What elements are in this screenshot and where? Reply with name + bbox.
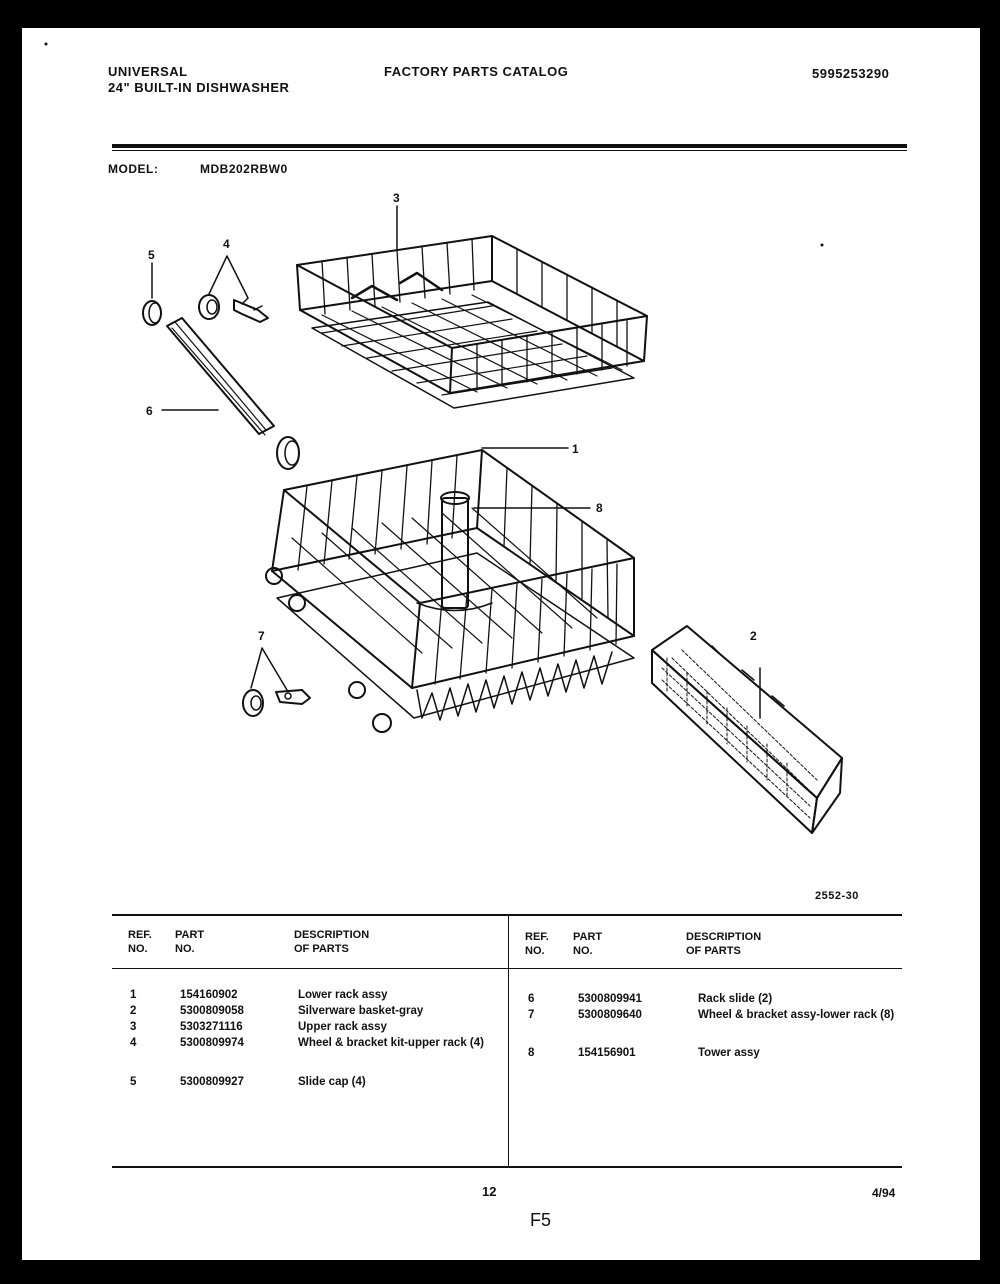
ref-no: 3	[130, 1021, 137, 1033]
catalog-page	[22, 28, 980, 1260]
header-desc-right: DESCRIPTION OF PARTS	[686, 931, 762, 957]
table-header-rule	[112, 968, 902, 969]
callout-1: 1	[572, 442, 579, 456]
footer-date: 4/94	[872, 1186, 896, 1200]
product-name: 24" BUILT-IN DISHWASHER	[108, 80, 290, 95]
header-part-left: PART NO.	[175, 929, 205, 955]
part-no: 5300809927	[180, 1076, 244, 1088]
page-number: 12	[482, 1184, 497, 1199]
part-description: Wheel & bracket kit-upper rack (4)	[298, 1037, 484, 1049]
brand-name: UNIVERSAL	[108, 64, 188, 79]
part-description: Tower assy	[698, 1047, 760, 1059]
table-row	[130, 1020, 488, 1035]
footer-code: F5	[530, 1210, 552, 1230]
header-part-right: PART NO.	[573, 931, 603, 957]
part-description: Upper rack assy	[298, 1021, 387, 1033]
table-row	[528, 992, 898, 1007]
table-top-rule	[112, 914, 902, 916]
ref-no: 5	[130, 1076, 137, 1088]
table-row	[528, 1008, 898, 1023]
callout-4: 4	[223, 237, 230, 251]
table-divider	[508, 915, 509, 1167]
header-ref-right: REF. NO.	[525, 931, 549, 957]
model-label: MODEL:	[108, 162, 159, 176]
table-row	[130, 988, 488, 1003]
callout-7: 7	[258, 629, 265, 643]
part-no: 5300809941	[578, 993, 642, 1005]
part-no: 5300809058	[180, 1005, 244, 1017]
lower-wheel-bracket-part	[243, 690, 310, 716]
silverware-basket	[652, 626, 842, 833]
tower-part	[417, 492, 492, 611]
table-bottom-rule	[112, 1166, 902, 1168]
callout-6: 6	[146, 404, 153, 418]
table-row	[130, 1036, 488, 1051]
callout-5: 5	[148, 248, 155, 262]
part-description: Rack slide (2)	[698, 993, 773, 1005]
part-no: 154160902	[180, 989, 238, 1001]
figure-code: 2552-30	[815, 890, 859, 902]
part-description: Lower rack assy	[298, 989, 388, 1001]
table-row	[528, 1046, 898, 1061]
part-no: 154156901	[578, 1047, 636, 1059]
table-row	[130, 1075, 488, 1090]
rack-slide-part	[167, 318, 299, 469]
callout-2: 2	[750, 629, 757, 643]
callout-8: 8	[596, 501, 603, 515]
part-no: 5300809974	[180, 1037, 244, 1049]
header-ref-left: REF. NO.	[128, 929, 152, 955]
part-description: Wheel & bracket assy-lower rack (8)	[698, 1009, 895, 1021]
slide-cap-part	[143, 301, 161, 325]
part-no: 5300809640	[578, 1009, 642, 1021]
ref-no: 7	[528, 1009, 535, 1021]
ref-no: 1	[130, 989, 137, 1001]
part-description: Slide cap (4)	[298, 1076, 366, 1088]
catalog-title: FACTORY PARTS CATALOG	[384, 64, 569, 79]
part-description: Silverware basket-gray	[298, 1005, 424, 1017]
part-no: 5303271116	[180, 1021, 243, 1033]
ref-no: 6	[528, 993, 535, 1005]
model-value: MDB202RBW0	[200, 162, 288, 176]
callout-3: 3	[393, 191, 400, 205]
ref-no: 8	[528, 1047, 535, 1059]
ref-no: 4	[130, 1037, 137, 1049]
header-desc-left: DESCRIPTION OF PARTS	[294, 929, 370, 955]
ref-no: 2	[130, 1005, 137, 1017]
upper-rack	[297, 236, 647, 408]
upper-wheel-bracket-part	[199, 295, 268, 322]
table-row	[130, 1004, 488, 1019]
catalog-number: 5995253290	[812, 66, 890, 81]
